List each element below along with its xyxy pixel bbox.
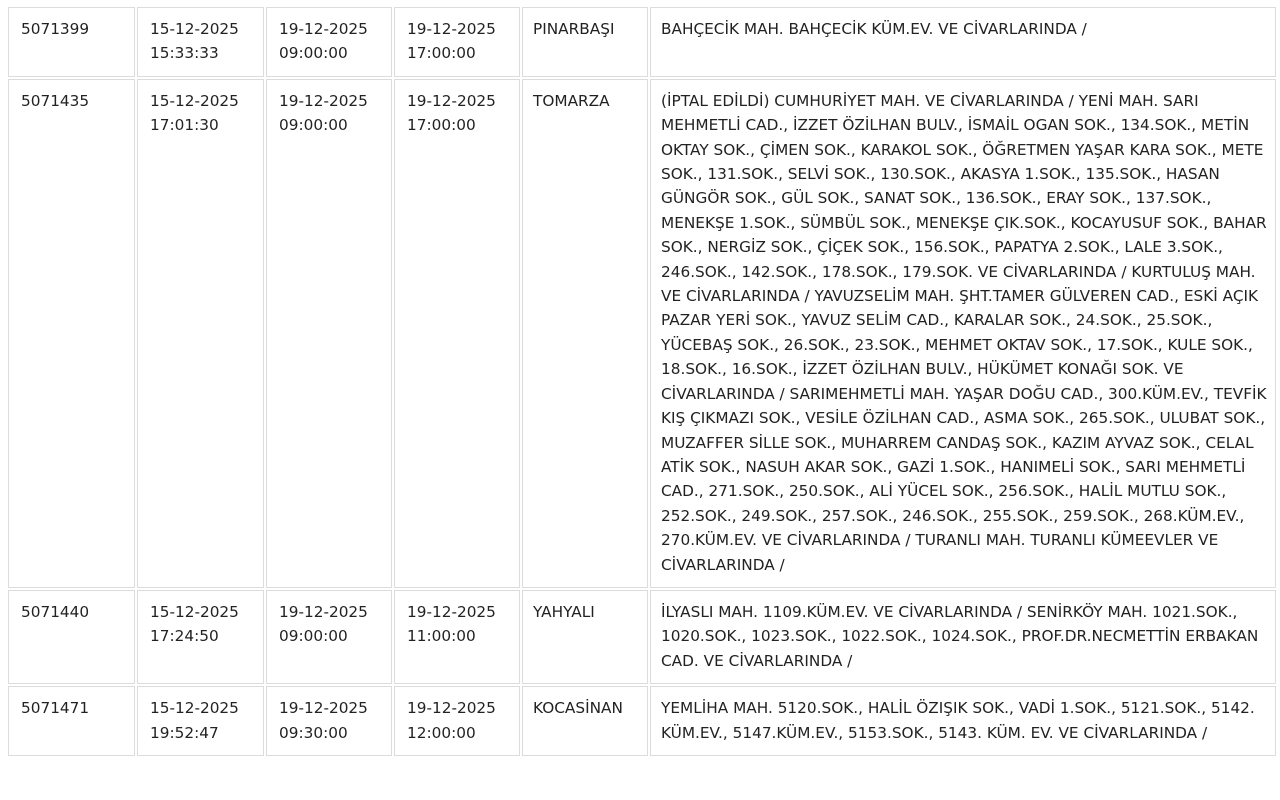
district: YAHYALI [533, 602, 595, 621]
start-date: 19-12-2025 [279, 91, 368, 110]
start-cell [266, 79, 392, 588]
start-time: 09:00:00 [279, 44, 348, 63]
created-time: 17:01:30 [150, 116, 219, 135]
created-date: 15-12-2025 [150, 602, 239, 621]
outage-id-cell [8, 686, 135, 756]
outage-id: 5071399 [21, 20, 90, 38]
areas-cell [650, 7, 1276, 77]
end-date: 19-12-2025 [407, 602, 496, 621]
start-cell [266, 7, 392, 77]
district: PINARBAŞI [533, 20, 615, 38]
affected-areas: YEMLİHA MAH. 5120.SOK., HALİL ÖZIŞIK SOK., VADİ 1.SOK., 5121.SOK., 5142. KÜM.EV., 5147.KÜM.EV., 5153.SOK., 5143. KÜM. EV. VE CİVARLARINDA / [661, 699, 1255, 742]
end-time: 12:00:00 [407, 723, 476, 742]
created-date: 15-12-2025 [150, 699, 239, 718]
district: KOCASİNAN [533, 699, 623, 718]
created-cell [137, 7, 264, 77]
created-time: 17:24:50 [150, 627, 219, 646]
areas-cell [650, 686, 1276, 756]
end-cell [394, 7, 520, 77]
start-cell [266, 686, 392, 756]
table-row [8, 686, 1276, 756]
outage-id: 5071435 [21, 91, 90, 110]
district-cell [522, 79, 648, 588]
district-cell [522, 686, 648, 756]
end-date: 19-12-2025 [407, 91, 496, 110]
district: TOMARZA [533, 91, 610, 110]
district-cell [522, 7, 648, 77]
end-date: 19-12-2025 [407, 20, 496, 38]
table-row [8, 79, 1276, 588]
start-date: 19-12-2025 [279, 602, 368, 621]
created-cell [137, 79, 264, 588]
end-cell [394, 79, 520, 588]
table-row [8, 590, 1276, 684]
created-date: 15-12-2025 [150, 20, 239, 38]
affected-areas: İLYASLI MAH. 1109.KÜM.EV. VE CİVARLARINDA / SENİRKÖY MAH. 1021.SOK., 1020.SOK., 1023.SOK., 1022.SOK., 1024.SOK., PROF.DR.NECMETTİN ERBAKAN CAD. VE CİVARLARINDA / [661, 602, 1259, 670]
start-date: 19-12-2025 [279, 699, 368, 718]
end-date: 19-12-2025 [407, 699, 496, 718]
outage-id-cell [8, 79, 135, 588]
outage-id-cell [8, 7, 135, 77]
outage-id-cell [8, 590, 135, 684]
start-cell [266, 590, 392, 684]
end-cell [394, 590, 520, 684]
outage-table [6, 5, 1278, 758]
created-time: 19:52:47 [150, 723, 219, 742]
affected-areas: BAHÇECİK MAH. BAHÇECİK KÜM.EV. VE CİVARLARINDA / [661, 20, 1087, 38]
outage-id: 5071440 [21, 602, 90, 621]
start-time: 09:30:00 [279, 723, 348, 742]
start-time: 09:00:00 [279, 627, 348, 646]
end-time: 17:00:00 [407, 116, 476, 135]
start-date: 19-12-2025 [279, 20, 368, 38]
areas-cell [650, 590, 1276, 684]
created-cell [137, 686, 264, 756]
created-cell [137, 590, 264, 684]
affected-areas: (İPTAL EDİLDİ) CUMHURİYET MAH. VE CİVARLARINDA / YENİ MAH. SARI MEHMETLİ CAD., İZZET ÖZİLHAN BULV., İSMAİL OGAN SOK., 134.SOK., METİN OKTAY SOK., ÇİMEN SOK., KARAKOL SOK., ÖĞRETMEN YAŞAR KARA SOK., METE SOK., 131.SOK., SELVİ SOK., 130.SOK., AKASYA 1.SOK., 135.SOK., HASAN GÜNGÖR SOK., GÜL SOK., SANAT SOK., 136.SOK., ERAY SOK., 137.SOK., MENEKŞE 1.SOK., SÜMBÜL SOK., MENEKŞE ÇIK.SOK., KOCAYUSUF SOK., BAHAR SOK., NERGİZ SOK., ÇİÇEK SOK., 156.SOK., PAPATYA 2.SOK., LALE 3.SOK., 246.SOK., 142.SOK., 178.SOK., 179.SOK. VE CİVARLARINDA / KURTULUŞ MAH. VE CİVARLARINDA / YAVUZSELİM MAH. ŞHT.TAMER GÜLVEREN CAD., ESKİ AÇIK PAZAR YERİ SOK., YAVUZ SELİM CAD., KARALAR SOK., 24.SOK., 25.SOK., YÜCEBAŞ SOK., 26.SOK., 23.SOK., MEHMET OKTAV SOK., 17.SOK., KULE SOK., 18.SOK., 16.SOK., İZZET ÖZİLHAN BULV., HÜKÜMET KONAĞI SOK. VE CİVARLARINDA / SARIMEHMETLİ MAH. YAŞAR DOĞU CAD., 300.KÜM.EV., TEVFİK KIŞ ÇIKMAZI SOK., VESİLE ÖZİLHAN CAD., ASMA SOK., 265.SOK., ULUBAT SOK., MUZAFFER SİLLE SOK., MUHARREM CANDAŞ SOK., KAZIM AYVAZ SOK., CELAL ATİK SOK., NASUH AKAR SOK., GAZİ 1.SOK., HANIMELİ SOK., SARI MEHMETLİ CAD., 271.SOK., 250.SOK., ALİ YÜCEL SOK., 256.SOK., HALİL MUTLU SOK., 252.SOK., 249.SOK., 257.SOK., 246.SOK., 255.SOK., 259.SOK., 268.KÜM.EV., 270.KÜM.EV. VE CİVARLARINDA / TURANLI MAH. TURANLI KÜMEEVLER VE CİVARLARINDA / [661, 91, 1267, 574]
areas-cell [650, 79, 1276, 588]
outage-id: 5071471 [21, 699, 90, 718]
end-time: 17:00:00 [407, 44, 476, 63]
start-time: 09:00:00 [279, 116, 348, 135]
district-cell [522, 590, 648, 684]
created-time: 15:33:33 [150, 44, 219, 63]
created-date: 15-12-2025 [150, 91, 239, 110]
end-time: 11:00:00 [407, 627, 476, 646]
end-cell [394, 686, 520, 756]
table-row [8, 7, 1276, 77]
